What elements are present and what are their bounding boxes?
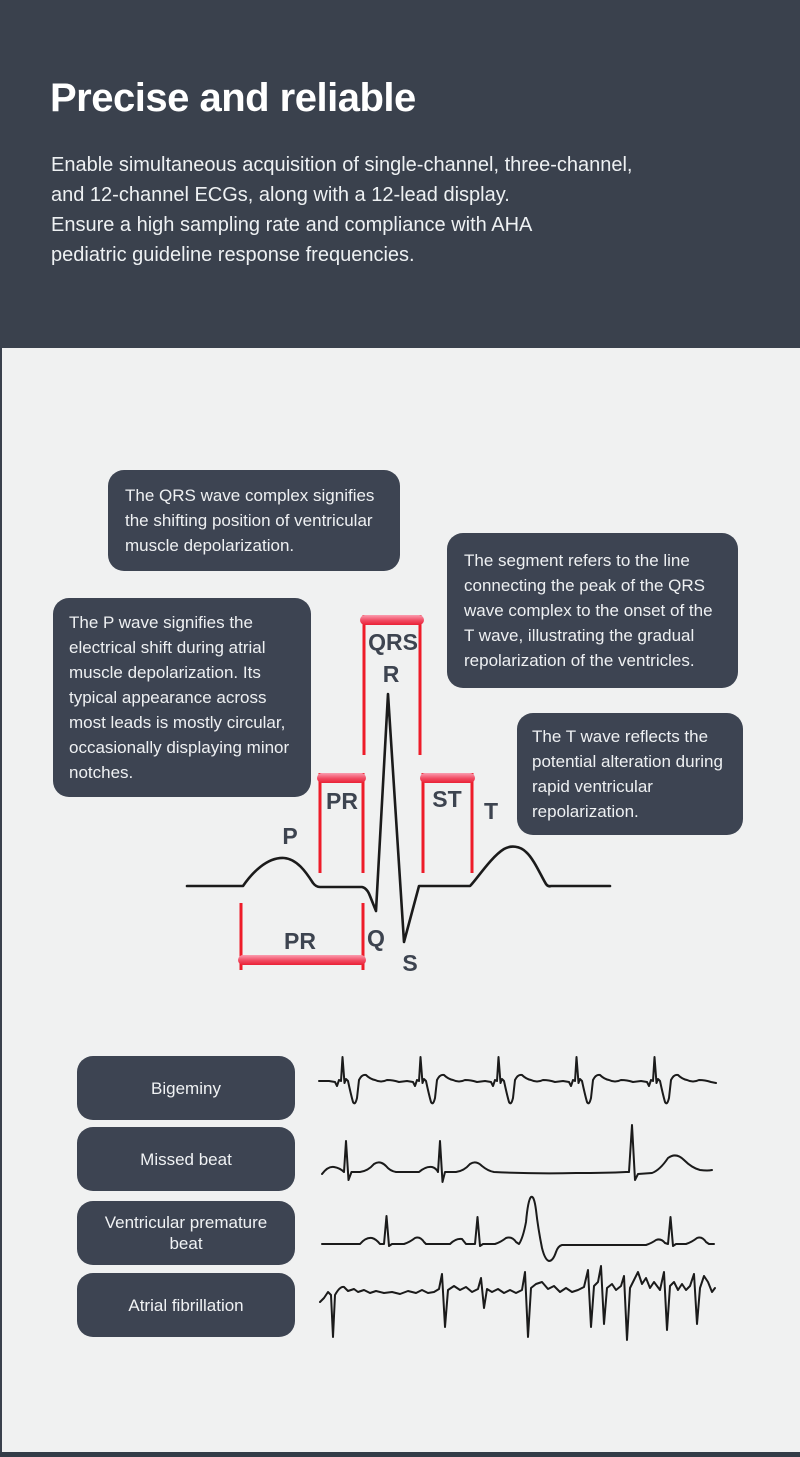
trace-missed-beat (316, 1122, 716, 1202)
callout-p-wave: The P wave signifies the electrical shift during atrial muscle depolarization. Its typical appearance across most leads is mostly circular, occasionally displaying minor notches. (53, 598, 311, 797)
label-r-wave: R (382, 661, 400, 687)
label-t-wave: T (483, 798, 499, 824)
qrs-interval-bar (360, 615, 424, 625)
arrhythmia-label: Bigeminy (151, 1078, 221, 1098)
label-pr-interval: PR (284, 928, 316, 954)
arrhythmia-item-ventricular-premature-beat (77, 1201, 295, 1265)
page-title: Precise and reliable (50, 76, 416, 120)
label-s-wave: S (402, 950, 418, 976)
footer-bar (0, 1452, 800, 1457)
label-q-wave: Q (367, 925, 385, 951)
pr-segment-bar (317, 773, 366, 783)
hero-description-line: Enable simultaneous acquisition of single-channel, three-channel, (51, 154, 633, 176)
st-segment-bar (420, 773, 475, 783)
arrhythmia-item-bigeminy (77, 1056, 295, 1120)
callout-qrs-complex: The QRS wave complex signifies the shifting position of ventricular muscle depolarization. (108, 470, 400, 571)
label-p-wave: P (282, 823, 298, 849)
arrhythmia-item-atrial-fibrillation (77, 1273, 295, 1337)
trace-ventricular-premature-beat (316, 1192, 716, 1280)
hero-description-line: pediatric guideline response frequencies. (51, 244, 415, 266)
arrhythmia-item-missed-beat (77, 1127, 295, 1191)
label-pr-segment: PR (326, 788, 358, 814)
hero-section (0, 0, 800, 348)
callout-t-wave: The T wave reflects the potential alteration during rapid ventricular repolarization. (517, 713, 743, 835)
label-st-segment: ST (432, 786, 462, 812)
hero-description-line: and 12-channel ECGs, along with a 12-lead display. (51, 184, 510, 206)
arrhythmia-label: Atrial fibrillation (128, 1295, 244, 1315)
trace-bigeminy (314, 1050, 719, 1122)
left-edge-divider (0, 348, 2, 1452)
callout-st-segment: The segment refers to the line connecting the peak of the QRS wave complex to the onset of the T wave, illustrating the gradual repolarization of the ventricles. (447, 533, 738, 688)
label-qrs-complex: QRS (368, 629, 418, 655)
hero-description-line: Ensure a high sampling rate and compliance with AHA (51, 214, 533, 236)
arrhythmia-label: Ventricular premature beat (104, 1213, 268, 1253)
hero-description (51, 150, 632, 270)
pr-interval-bar (238, 955, 366, 965)
trace-atrial-fibrillation (316, 1262, 716, 1354)
arrhythmia-label: Missed beat (140, 1149, 232, 1169)
